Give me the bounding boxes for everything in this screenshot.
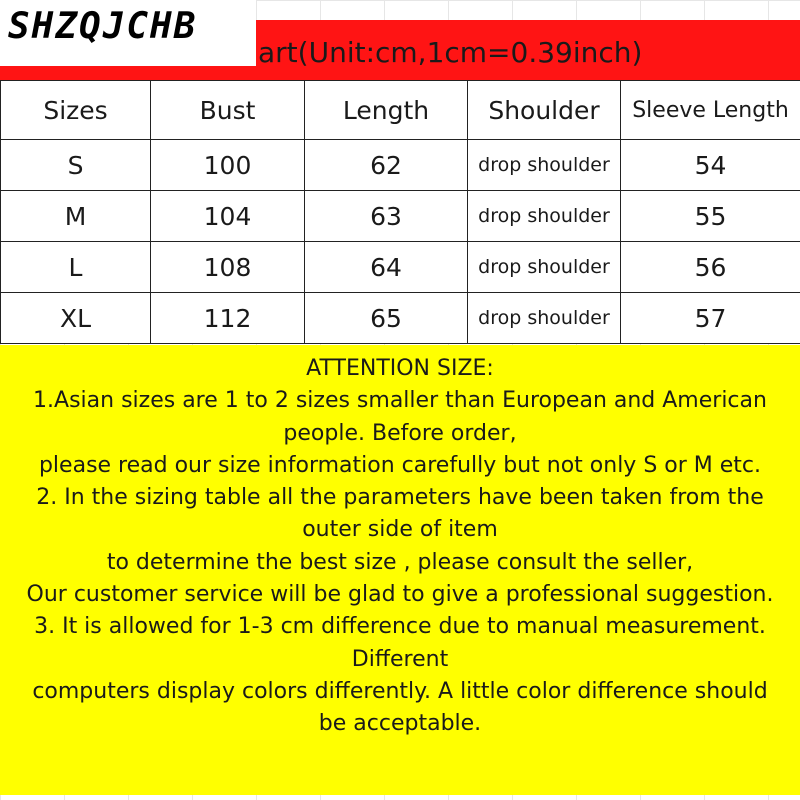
notice-line: 3. It is allowed for 1-3 cm difference due to manual measurement.	[34, 614, 766, 640]
header-length: Length	[305, 81, 468, 140]
cell-length: 64	[305, 242, 468, 293]
cell-shoulder: drop shoulder	[468, 191, 621, 242]
cell-size: L	[1, 242, 151, 293]
cell-length: 62	[305, 140, 468, 191]
chart-title: art(Unit:cm,1cm=0.39inch)	[258, 36, 643, 69]
notice-line: be acceptable.	[318, 711, 482, 737]
cell-size: M	[1, 191, 151, 242]
notice-line: to determine the best size , please consult the seller,	[106, 549, 694, 575]
cell-size: S	[1, 140, 151, 191]
table-header-row	[1, 81, 800, 140]
cell-shoulder: drop shoulder	[468, 293, 621, 344]
cell-bust: 108	[151, 242, 305, 293]
notice-line: Different	[351, 646, 449, 672]
notice-line: computers display colors differently. A little color difference should	[32, 678, 768, 704]
cell-size: XL	[1, 293, 151, 344]
cell-shoulder: drop shoulder	[468, 140, 621, 191]
notice-line: 1.Asian sizes are 1 to 2 sizes smaller than European and American	[33, 388, 767, 414]
cell-sleeve-length: 56	[621, 242, 800, 293]
notice-line: outer side of item	[302, 517, 498, 543]
size-table	[0, 80, 800, 344]
table-row	[1, 293, 800, 344]
cell-length: 65	[305, 293, 468, 344]
brand-logo-box	[0, 0, 256, 66]
cell-sleeve-length: 57	[621, 293, 800, 344]
header-sleeve-length: Sleeve Length	[621, 81, 800, 140]
header-bust: Bust	[151, 81, 305, 140]
header-sizes: Sizes	[1, 81, 151, 140]
notice-line: people. Before order,	[283, 420, 517, 446]
notice-line: Our customer service will be glad to give a professional suggestion.	[26, 582, 774, 608]
notice-heading: ATTENTION SIZE:	[306, 356, 494, 381]
cell-sleeve-length: 54	[621, 140, 800, 191]
cell-bust: 104	[151, 191, 305, 242]
table-row	[1, 140, 800, 191]
table-row	[1, 191, 800, 242]
brand-logo: SHZQJCHB	[8, 6, 198, 47]
cell-length: 63	[305, 191, 468, 242]
header-shoulder: Shoulder	[468, 81, 621, 140]
cell-bust: 100	[151, 140, 305, 191]
notice-line: please read our size information carefully but not only S or M etc.	[38, 452, 762, 478]
cell-shoulder: drop shoulder	[468, 242, 621, 293]
cell-bust: 112	[151, 293, 305, 344]
table-row	[1, 242, 800, 293]
attention-notice	[0, 345, 800, 795]
notice-line: 2. In the sizing table all the parameters have been taken from the	[36, 485, 764, 511]
cell-sleeve-length: 55	[621, 191, 800, 242]
